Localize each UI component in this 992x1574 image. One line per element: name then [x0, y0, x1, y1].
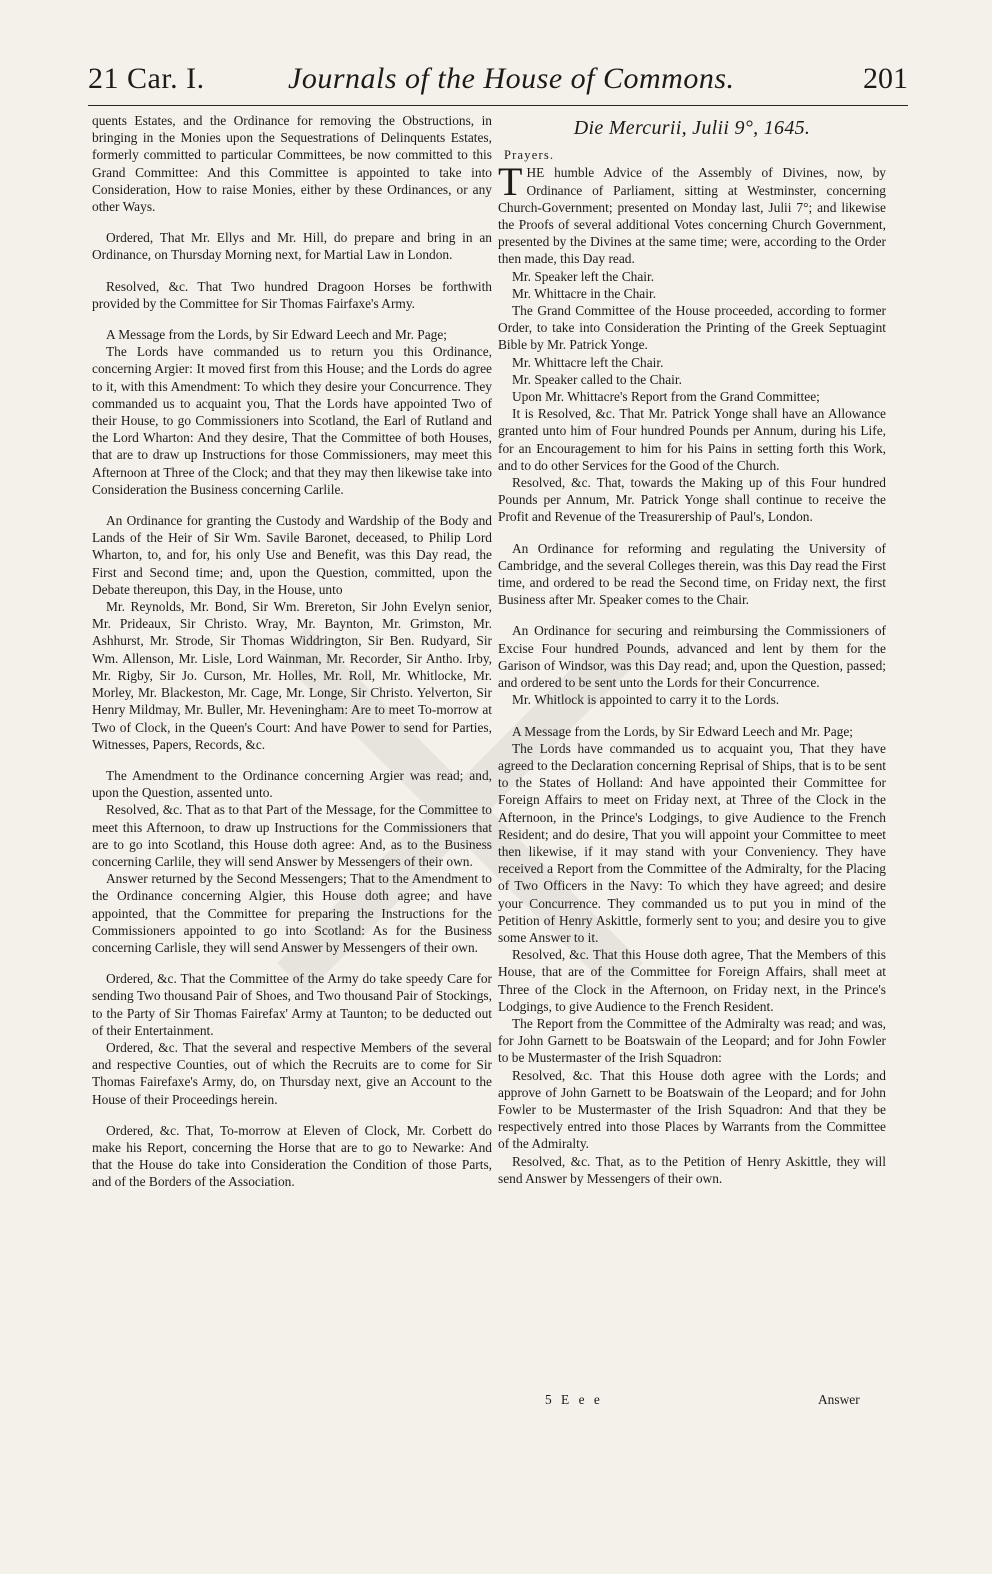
signature-mark: 5 E e e [545, 1392, 603, 1407]
paragraph: It is Resolved, &c. That Mr. Patrick Yonge shall have an Allowance granted unto him of Four hundred Pounds per Annum, during his Life, for an Encouragement to him for his Pains in setting forth this Work, and to do other Services for the Good of the Church. [498, 406, 886, 473]
paragraph: Resolved, &c. That, as to the Petition of Henry Askittle, they will send Answer by Messengers of their own. [498, 1153, 886, 1186]
page-number: 201 [863, 62, 908, 95]
paragraph: Ordered, &c. That the several and respective Members of the several and respective Counties, out of which the Recruits are to come for Sir Thomas Fairefaxe's Army, do, on Thursday next, give an Account to the House of their Proceedings herein. [92, 1039, 492, 1107]
left-column [92, 112, 492, 1191]
paragraph: The Amendment to the Ordinance concerning Argier was read; and, upon the Question, assented unto. [92, 767, 492, 801]
paragraph: Answer returned by the Second Messengers; That to the Amendment to the Ordinance concerning Algier, this House doth agree; and have appointed, that the Committee for preparing the Instructions for the Commissioners appointed to go into Scotland: As for the Business concerning Carlisle, they will send Answer by Messengers of their own. [92, 871, 492, 955]
header-rule [88, 105, 908, 106]
paragraph: A Message from the Lords, by Sir Edward Leech and Mr. Page; [512, 723, 854, 739]
paragraph: Mr. Whitlock is appointed to carry it to the Lords. [512, 692, 780, 708]
paragraph: A Message from the Lords, by Sir Edward Leech and Mr. Page; [106, 327, 448, 343]
paragraph: The Grand Committee of the House proceeded, according to former Order, to take into Consideration the Printing of the Greek Septuagint Bible by Mr. Patrick Yonge. [498, 303, 886, 353]
paragraph: The Lords have commanded us to return you this Ordinance, concerning Argier: It moved first from this House; and the Lords do agree to it, with this Amendment: To which they desire your Concurrence. They commanded us to acquaint you, That the Lords have appointed Two of their House, to go Commissioners into Scotland, the Earl of Rutland and the Lord Wharton: And they desire, That the Committee of both Houses, that are to draw up Instructions for those Commissioners, may meet this Afternoon at Three of the Clock; and that they may then likewise take into Consideration the Business concerning Carlile. [92, 344, 492, 497]
drop-cap: T [498, 159, 523, 205]
paragraph: Mr. Speaker called to the Chair. [512, 371, 682, 387]
paragraph: Upon Mr. Whittacre's Report from the Grand Committee; [512, 389, 820, 405]
paragraph: An Ordinance for securing and reimbursing the Commissioners of Excise Four hundred Pounds, advanced and lent by them for the Garison of Windsor, was this Day read; and, upon the Question, passed; and ordered to be sent unto the Lords for their Concurrence. [498, 623, 886, 691]
paragraph: The Lords have commanded us to acquaint you, That they have agreed to the Declaration concerning Reprisal of Ships, that is to be sent to the States of Holland: And have appointed their Committee for Foreign Affairs to meet on Friday next, at Three of the Clock in the Afternoon, in the Prince's Lodgings, to give Audience to the French Resident; and do desire, That you will appoint your Committee to meet then likewise, if it may stand with your Conveniency. They have received a Report from the Committee of the Admiralty, for the Placing of Two Officers in the Navy: To which they have agreed; and desire your Concurrence. They commanded us to put you in mind of the Petition of Henry Askittle, formerly sent to you; and desire you to give some Answer to it. [498, 740, 886, 945]
paragraph: An Ordinance for granting the Custody and Wardship of the Body and Lands of the Heir of Sir Wm. Savile Baronet, deceased, to Philip Lord Wharton, to, and for, his only Use and Benefit, was this Day read, the First and Second time; and, upon the Question, committed, upon the Debate thereupon, this Day, in the House, unto [92, 513, 492, 597]
page-header [88, 62, 908, 106]
paragraph: Resolved, &c. That this House doth agree, That the Members of this House, that are of the Committee for Foreign Affairs, shall meet at Three of the Clock in the Afternoon, on Friday next, in the Prince's Lodgings, to give Audience to the French Resident. [498, 947, 886, 1014]
paragraph: An Ordinance for reforming and regulating the University of Cambridge, and the several Colleges therein, was this Day read the First time, and ordered to be read the Second time, on Friday next, the first Business after Mr. Speaker comes to the Chair. [498, 540, 886, 608]
paragraph: Resolved, &c. That, towards the Making up of this Four hundred Pounds per Annum, Mr. Patrick Yonge shall continue to receive the Profit and Revenue of the Treasurership of Paul's, London. [498, 475, 886, 525]
paragraph: Mr. Reynolds, Mr. Bond, Sir Wm. Brereton, Sir John Evelyn senior, Mr. Prideaux, Sir Christo. Wray, Mr. Baynton, Mr. Grimston, Mr. Ashhurst, Mr. Strode, Sir Thomas Widdrington, Sir Ben. Rudyard, Sir Wm. Allenson, Mr. Lisle, Lord Wainman, Mr. Recorder, Sir Antho. Irby, Mr. Rigby, Sir Jo. Curson, Mr. Holles, Mr. Roll, Mr. Whitlocke, Mr. Morley, Mr. Blackeston, Mr. Cage, Mr. Longe, Sir Christo. Yelverton, Sir Henry Mildmay, Mr. Buller, Mr. Heveningham: Are to meet To-morrow at Two of Clock, in the Queen's Court: And have Power to send for Parties, Witnesses, Papers, Records, &c. [92, 599, 492, 752]
reign-label: 21 Car. I. [88, 62, 205, 95]
paragraph: The Report from the Committee of the Admiralty was read; and was, for John Garnett to be Boatswain of the Leopard; and for John Fowler to be Mustermaster of the Irish Squadron: [498, 1015, 886, 1066]
paragraph: Ordered, &c. That the Committee of the Army do take speedy Care for sending Two thousand Pair of Shoes, and Two thousand Pair of Stockings, to the Party of Sir Thomas Fairefax' Army at Taunton; to be deducted out of their Entertainment. [92, 971, 492, 1038]
paragraph: Mr. Whittacre in the Chair. [512, 285, 657, 301]
right-column [498, 112, 886, 1187]
date-heading: Die Mercurii, Julii 9°, 1645. [573, 117, 811, 139]
paragraph: Ordered, That Mr. Ellys and Mr. Hill, do prepare and bring in an Ordinance, on Thursday Morning next, for Martial Law in London. [92, 230, 492, 263]
journal-title: Journals of the House of Commons. [288, 62, 735, 95]
prayers-label: Prayers. [504, 148, 555, 163]
paragraph: Ordered, &c. That, To-morrow at Eleven of Clock, Mr. Corbett do make his Report, concerning the Horse that are to go to Newarke: And that the House do take into Consideration the Condition of those Parts, and of the Borders of the Association. [92, 1122, 492, 1190]
paragraph: Resolved, &c. That this House doth agree with the Lords; and approve of John Garnett to be Boatswain of the Leopard; and for John Fowler to be Mustermaster of the Irish Squadron: And that they be respectively entred into those Places by Warrants from the Committee of the Admiralty. [498, 1067, 886, 1152]
paragraph: Resolved, &c. That as to that Part of the Message, for the Committee to meet this Afternoon, to draw up Instructions for the Commissioners that are to go into Scotland, this House doth agree: And, as to the Business concerning Carlile, they will send Answer by Messengers of their own. [92, 802, 492, 869]
paragraph: Mr. Whittacre left the Chair. [512, 354, 664, 370]
catchword: Answer [818, 1392, 860, 1407]
paragraph: quents Estates, and the Ordinance for removing the Obstructions, in bringing in the Monies upon the Sequestrations of Delinquents Estates, formerly committed to particular Committees, be now committed to this Grand Committee: And this Committee is appointed to take into Consideration, How to raise Monies, either by these Ordinances, or any other Ways. [92, 113, 492, 215]
paragraph: Resolved, &c. That Two hundred Dragoon Horses be forthwith provided by the Committee for Sir Thomas Fairfaxe's Army. [92, 278, 492, 311]
paragraph: Mr. Speaker left the Chair. [512, 268, 655, 284]
paragraph: HE humble Advice of the Assembly of Divines, now, by Ordinance of Parliament, sitting at Westminster, concerning Church-Government; presented on Monday last, Julii 7°; and likewise the Proofs of several additional Votes concerning Church Government, presented by the Divines at the same time; were, according to the Order then made, this Day read. [498, 165, 886, 267]
